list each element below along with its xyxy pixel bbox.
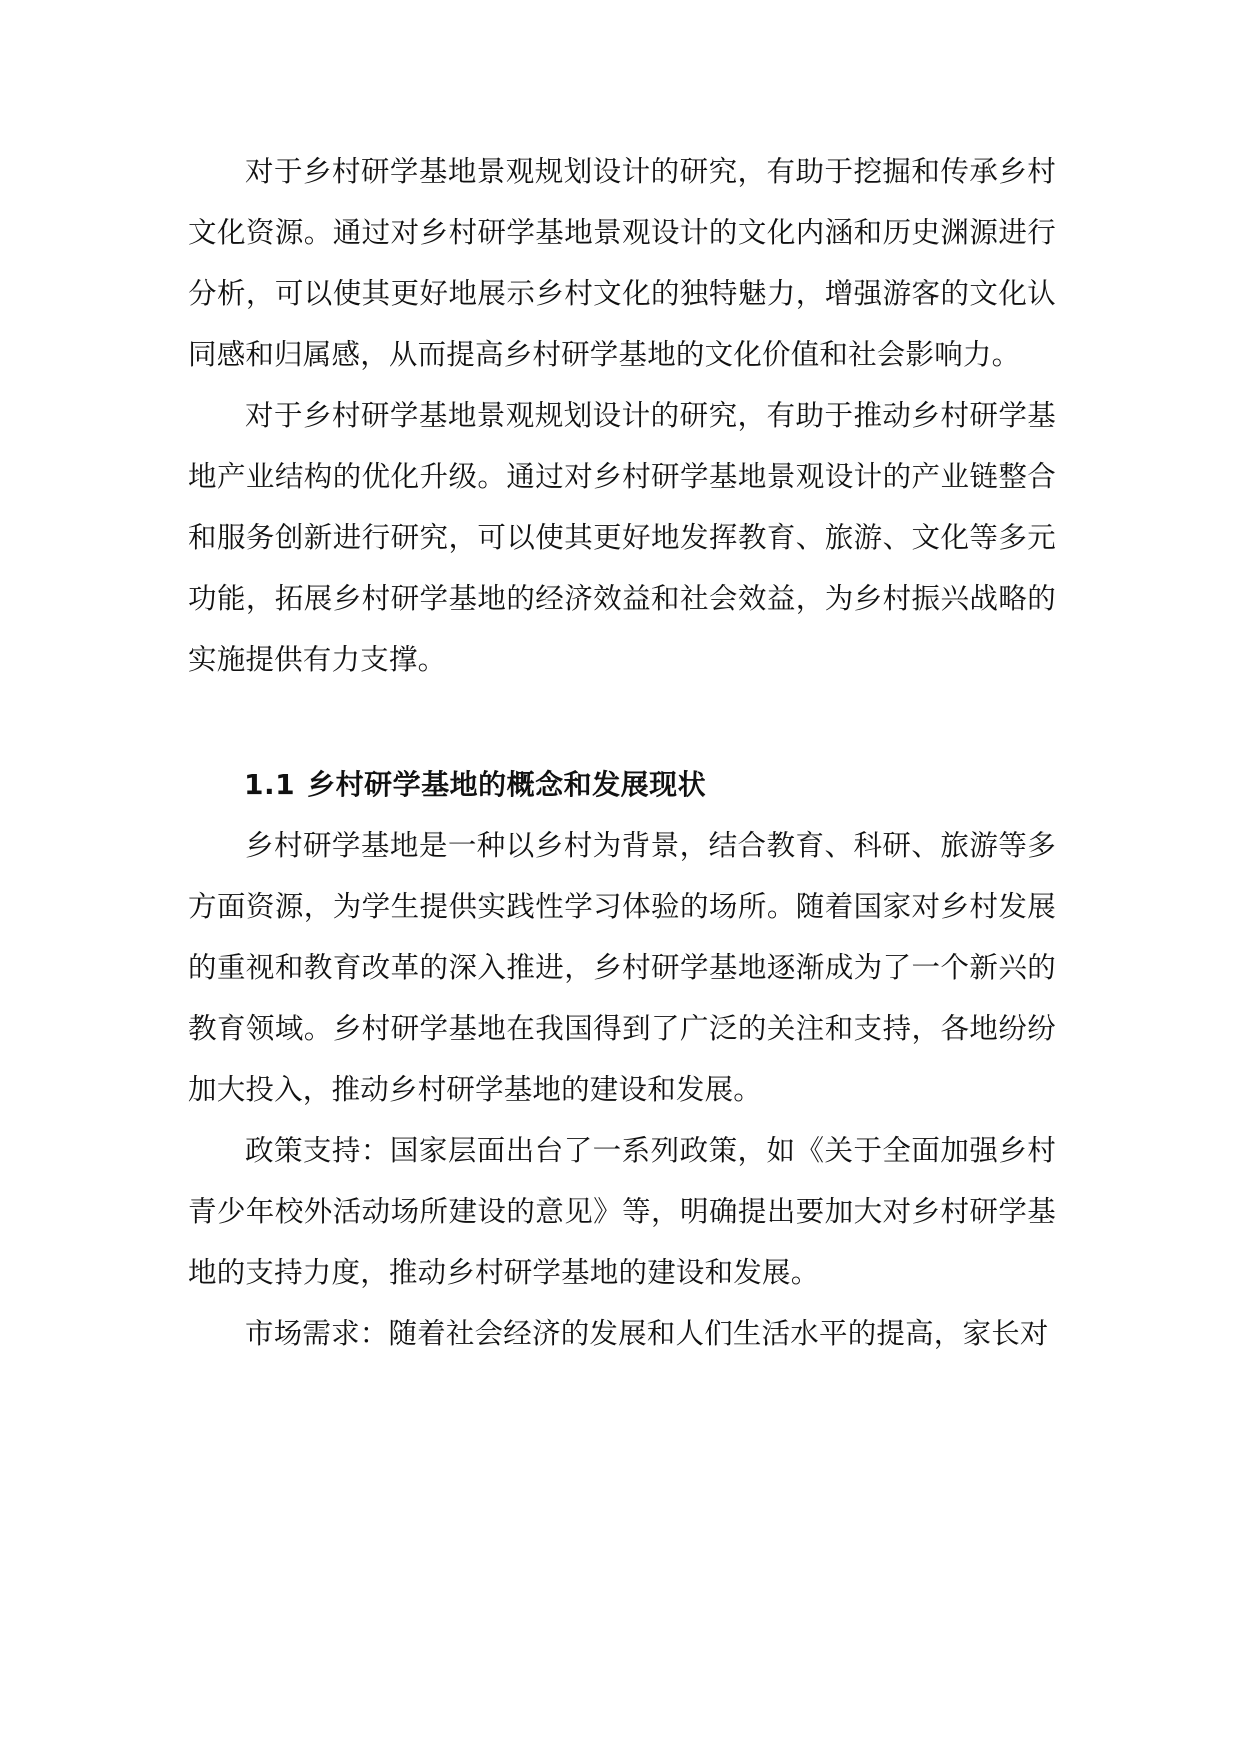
section-heading [188, 754, 1056, 815]
document-body [188, 141, 1056, 1364]
paragraph-industry-upgrade: 对于乡村研学基地景观规划设计的研究，有助于推动乡村研学基地产业结构的优化升级。通过对乡村研学基地景观设计的产业链整合和服务创新进行研究，可以使其更好地发挥教育、旅游、文化等多元功能，拓展乡村研学基地的经济效益和社会效益，为乡村振兴战略的实施提供有力支撑。 [188, 399, 1056, 676]
paragraph-policy-support: 政策支持：国家层面出台了一系列政策，如《关于全面加强乡村青少年校外活动场所建设的意见》等，明确提出要加大对乡村研学基地的支持力度，推动乡村研学基地的建设和发展。 [188, 1134, 1056, 1289]
paragraph-market-demand: 市场需求：随着社会经济的发展和人们生活水平的提高，家长对 [245, 1317, 1049, 1350]
section-title: 乡村研学基地的概念和发展现状 [307, 768, 707, 801]
paragraph-cultural-heritage: 对于乡村研学基地景观规划设计的研究，有助于挖掘和传承乡村文化资源。通过对乡村研学基地景观设计的文化内涵和历史渊源进行分析，可以使其更好地展示乡村文化的独特魅力，增强游客的文化认同感和归属感，从而提高乡村研学基地的文化价值和社会影响力。 [188, 155, 1056, 371]
paragraph-concept: 乡村研学基地是一种以乡村为背景，结合教育、科研、旅游等多方面资源，为学生提供实践性学习体验的场所。随着国家对乡村发展的重视和教育改革的深入推进，乡村研学基地逐渐成为了一个新兴的教育领域。乡村研学基地在我国得到了广泛的关注和支持，各地纷纷加大投入，推动乡村研学基地的建设和发展。 [188, 829, 1056, 1106]
section-number: 1.1 [244, 768, 296, 801]
